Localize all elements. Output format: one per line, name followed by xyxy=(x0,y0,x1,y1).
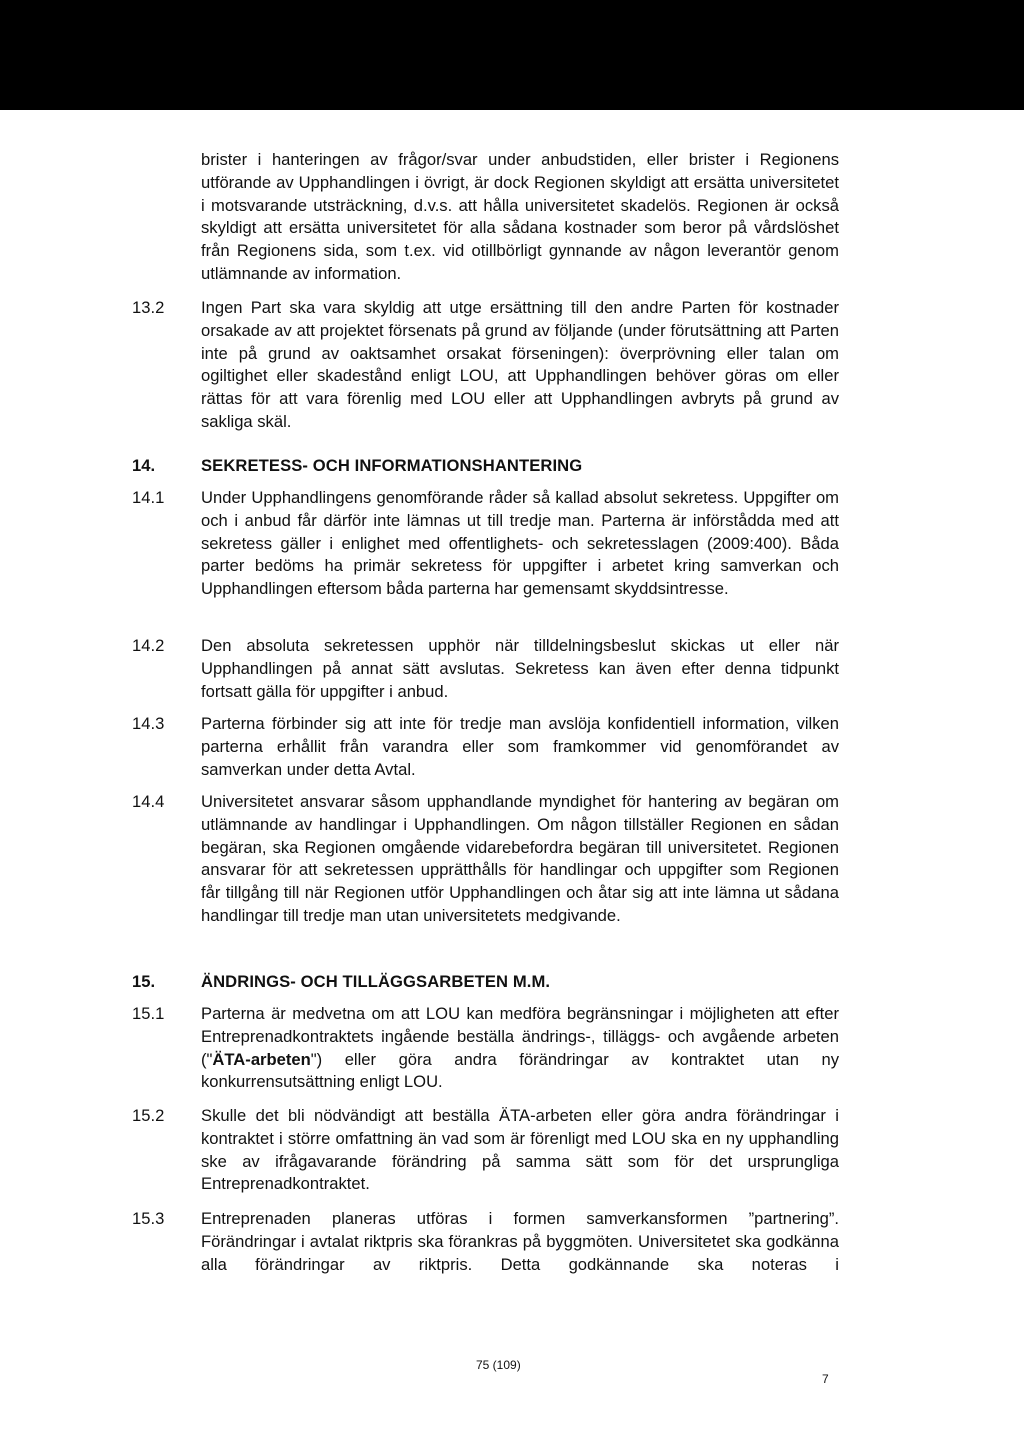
section-14-2-text: Den absoluta sekretessen upphör när tilldelningsbeslut skickas ut eller när Upphandlingen på annat sätt avslutas. Sekretess kan även efter denna tidpunkt fortsatt gälla för uppgifter i anbud. xyxy=(201,636,839,701)
section-15-3-text: Entreprenaden planeras utföras i formen samverkansformen ”partnering”. Förändringar i avtalat riktpris ska förankras på byggmöten. Universitetet ska godkänna alla förändringar av riktpris. Detta godkännande ska noteras i xyxy=(201,1209,839,1274)
section-14-heading: SEKRETESS- OCH INFORMATIONSHANTERING xyxy=(201,456,583,475)
section-14-2-number: 14.2 xyxy=(132,636,165,655)
corner-mark: 7 xyxy=(822,1372,829,1386)
section-14-1-text: Under Upphandlingens genomförande råder så kallad absolut sekretess. Uppgifter om och i anbud får därför inte lämnas ut till tredje man. Parterna är införstådda med att sekretess gäller i enlighet med offentlighets- och sekretesslagen (2009:400). Båda parter bedöms ha primär sekretess för uppgifter i arbetet kring samverkan och Upphandlingen eftersom båda parterna har gemensamt skyddsintresse. xyxy=(201,488,839,599)
section-15-number: 15. xyxy=(132,972,156,991)
ata-term: ÄTA-arbeten xyxy=(212,1049,311,1069)
section-14-1-number: 14.1 xyxy=(132,488,165,507)
section-15-1-number: 15.1 xyxy=(132,1004,165,1023)
section-15-heading: ÄNDRINGS- OCH TILLÄGGSARBETEN M.M. xyxy=(201,972,551,991)
section-14-3-number: 14.3 xyxy=(132,714,165,733)
section-13-2-text: Ingen Part ska vara skyldig att utge ersättning till den andre Parten för kostnader orsakade av att projektet försenats på grund av följande (under förutsättning att Parten inte på grund av oaktsamhet orsakat förseningen): överprövning eller talan om ogiltighet eller skadestånd enligt LOU, att Upphandlingen behöver göras om eller rättas för att vara förenlig med LOU eller att Upphandlingen avbryts på grund av sakliga skäl. xyxy=(201,298,839,431)
section-14-3-text: Parterna förbinder sig att inte för tredje man avslöja konfidentiell information, vilken parterna erhållit från varandra eller som framkommer vid genomförandet av samverkan under detta Avtal. xyxy=(201,714,839,779)
section-14-4-text: Universitetet ansvarar såsom upphandlande myndighet för hantering av begäran om utlämnande av handlingar i Upphandlingen. Om någon tillställer Regionen en sådan begäran, ska Regionen omgående vidarebefordra begäran till universitetet. Regionen ansvarar för att sekretessen upprätthålls för handlingar och uppgifter som Regionen får tillgång till när Regionen utför Upphandlingen och åtar sig att inte lämna ut sådana handlingar till tredje man utan universitetets medgivande. xyxy=(201,792,839,925)
section-15-2-number: 15.2 xyxy=(132,1106,165,1125)
section-15-1-text: Parterna är medvetna om att LOU kan medföra begränsningar i möjligheten att efter Entreprenadkontraktets ingående beställa ändrings-, tilläggs- och avgående arbeten ("ÄTA-arbeten") eller göra andra förändringar av kontraktet utan ny konkurrensutsättning enligt LOU. xyxy=(201,1004,839,1092)
intro-paragraph: brister i hanteringen av frågor/svar under anbudstiden, eller brister i Regionens utförande av Upphandlingen i övrigt, är dock Regionen skyldigt att ersätta universitetet i motsvarande utsträckning, d.v.s. att hålla universitetet skadelös. Regionen är också skyldigt att ersätta universitetet för alla sådana kostnader som beror på vårdslöshet från Regionens sida, som t.ex. vid otillbörligt gynnande av någon leverantör genom utlämnande av information. xyxy=(201,150,839,283)
section-14-number: 14. xyxy=(132,456,156,475)
section-15-3-number: 15.3 xyxy=(132,1209,165,1228)
section-13-2-number: 13.2 xyxy=(132,298,165,317)
page-number: 75 (109) xyxy=(476,1358,521,1372)
section-14-4-number: 14.4 xyxy=(132,792,165,811)
section-15-2-text: Skulle det bli nödvändigt att beställa ÄTA-arbeten eller göra andra förändringar i kontraktet i större omfattning än vad som är förenligt med LOU ska en ny upphandling ske av ifrågavarande förändring på samma sätt som för det ursprungliga Entreprenadkontraktet. xyxy=(201,1106,839,1194)
